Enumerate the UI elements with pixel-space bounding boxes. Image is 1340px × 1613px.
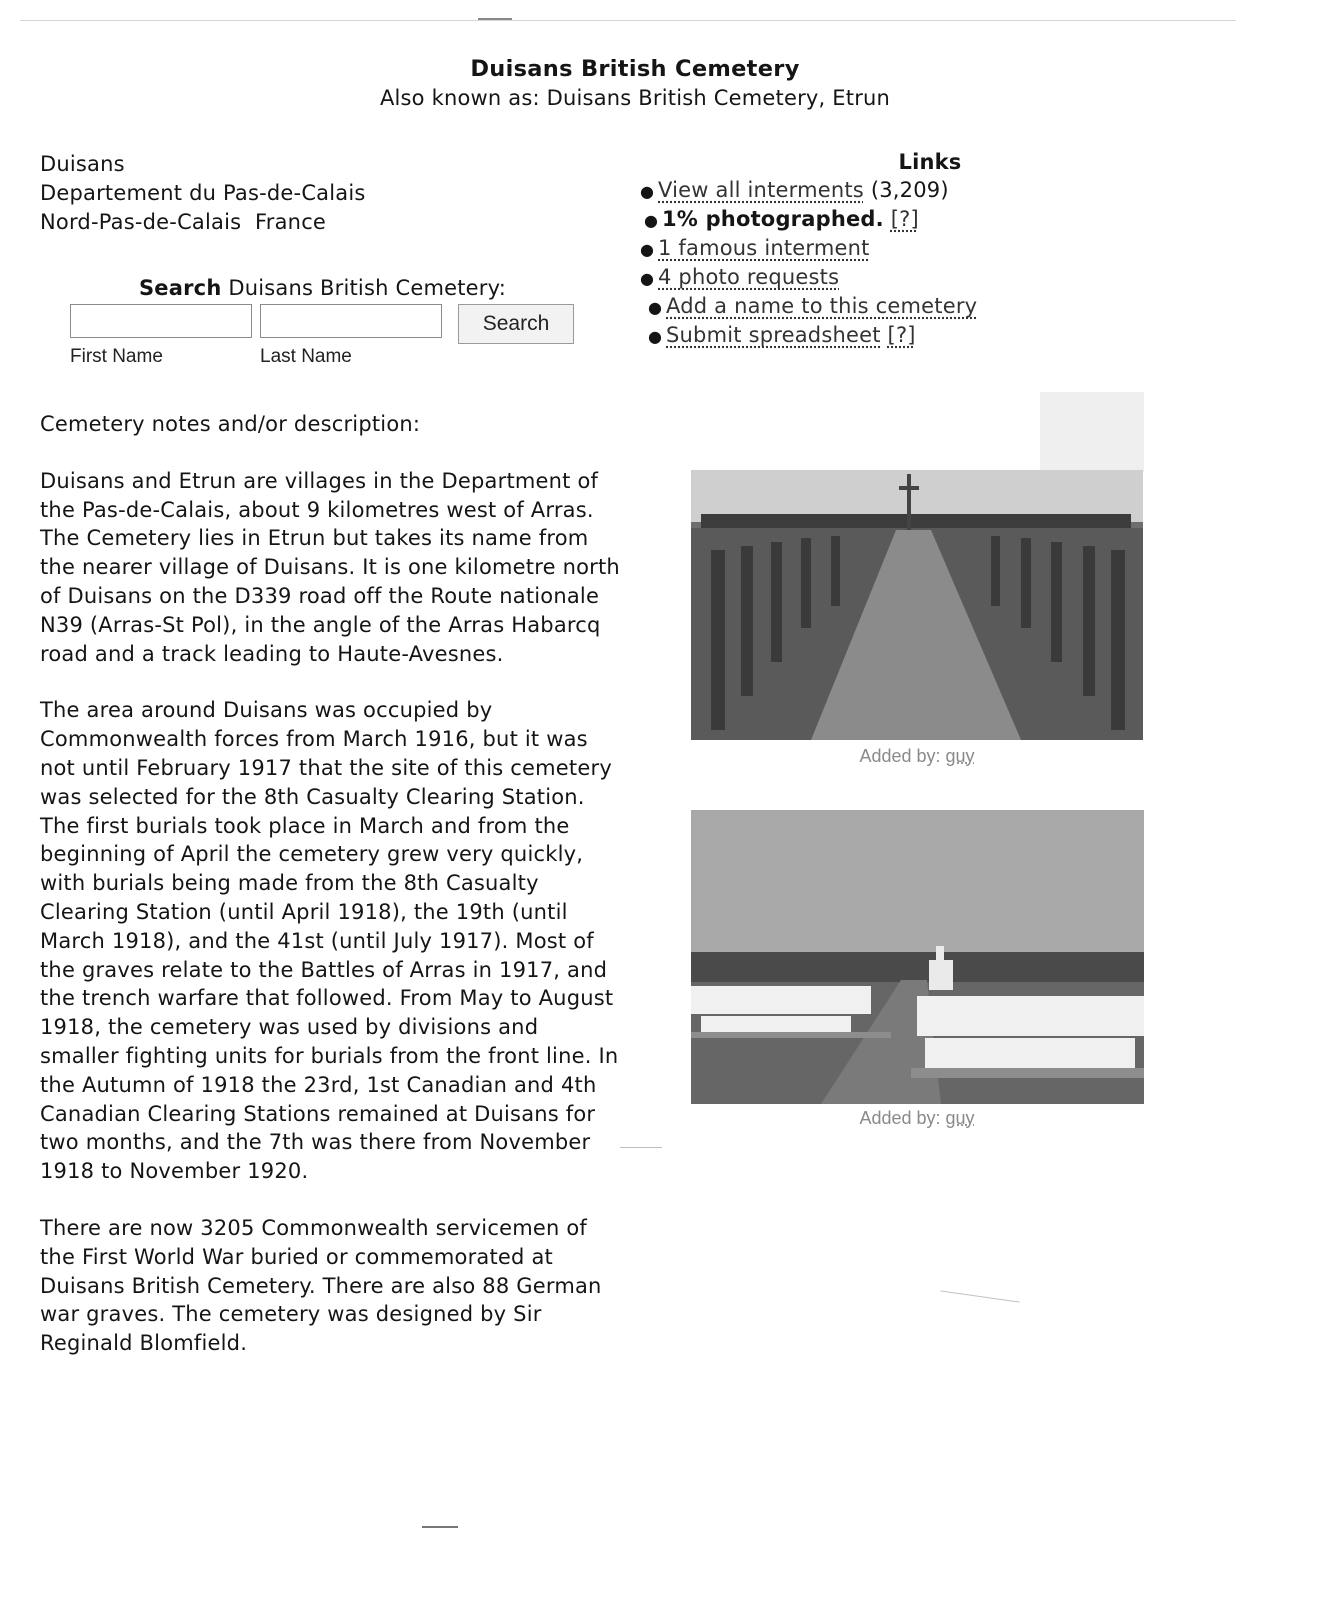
caption-prefix: Added by: <box>859 746 946 766</box>
last-name-label: Last Name <box>260 346 352 367</box>
last-name-input[interactable] <box>260 304 442 338</box>
links-list <box>640 176 1200 350</box>
search-title-rest: Duisans British Cemetery: <box>221 276 507 300</box>
list-item <box>640 205 1200 234</box>
notes-paragraph: The area around Duisans was occupied by Commonwealth forces from March 1916, but it was not until February 1917 that the site of this cemetery was selected for the 8th Casualty Clearing Station. The first burials took place in March and from the beginning of April the cemetery grew very quickly, with burials being made from the 8th Casualty Clearing Station (until April 1918), the 19th (until March 1918), and the 41st (until July 1917). Most of the graves relate to the Battles of Arras in 1917, and the trench warfare that followed. From May to August 1918, the cemetery was used by divisions and smaller fighting units for burials from the front line. In the Autumn of 1918 the 23rd, 1st Canadian and 4th Canadian Clearing Stations remained at Duisans for two months, and the 7th was there from November 1918 to November 1920. <box>40 698 619 1184</box>
bullet-icon: ● <box>640 182 655 201</box>
interment-count: (3,209) <box>870 178 949 202</box>
photo-author-link[interactable]: guy <box>945 1108 975 1128</box>
photo-caption <box>691 1108 1143 1129</box>
bullet-icon: ● <box>644 211 659 230</box>
caption-prefix: Added by: <box>859 1108 946 1128</box>
scan-mark <box>940 1290 1019 1302</box>
links-panel <box>640 150 1200 350</box>
bullet-icon: ● <box>640 240 655 259</box>
list-item <box>640 234 1200 263</box>
scan-mark <box>422 1526 458 1528</box>
photo-caption <box>691 746 1143 767</box>
first-name-label: First Name <box>70 346 163 367</box>
scan-mark <box>620 1147 662 1148</box>
cemetery-address <box>40 150 366 237</box>
photo-background-glow <box>1040 392 1144 472</box>
address-region-country: Nord-Pas-de-Calais France <box>40 210 327 234</box>
search-form <box>70 276 590 335</box>
notes-paragraph: Duisans and Etrun are villages in the Department of the Pas-de-Calais, about 9 kilometres west of Arras. The Cemetery lies in Etrun but takes its name from the nearer village of Duisans. It is one kilometre north of Duisans on the D339 road off the Route nationale N39 (Arras-St Pol), in the angle of the Arras Habarcq road and a track leading to Haute-Avesnes. <box>40 468 620 666</box>
cemetery-photo-image <box>691 470 1143 740</box>
address-department: Departement du Pas-de-Calais <box>40 181 366 205</box>
submit-help-link[interactable]: [?] <box>887 323 916 347</box>
also-known-as: Also known as: Duisans British Cemetery, Etrun <box>379 86 891 110</box>
list-item <box>640 321 1200 350</box>
top-rule <box>20 20 1236 21</box>
scan-mark <box>478 18 512 20</box>
cemetery-notes <box>40 410 620 1386</box>
submit-spreadsheet-link[interactable]: Submit spreadsheet <box>666 323 881 347</box>
notes-paragraph: There are now 3205 Commonwealth servicemen of the First World War buried or commemorated at Duisans British Cemetery. There are also 88 German war graves. The cemetery was designed by Sir Reginald Blomfield. <box>40 1215 602 1356</box>
famous-interment-link[interactable]: 1 famous interment <box>658 236 870 260</box>
bullet-icon: ● <box>640 269 655 288</box>
links-title: Links <box>898 150 962 174</box>
photographed-help-link[interactable]: [?] <box>890 207 919 231</box>
search-title <box>70 276 575 300</box>
list-item <box>640 263 1200 292</box>
search-button[interactable]: Search <box>458 304 574 344</box>
notes-heading: Cemetery notes and/or description: <box>40 412 421 436</box>
cemetery-photo[interactable] <box>691 810 1144 1104</box>
list-item <box>640 176 1200 205</box>
cemetery-photo[interactable] <box>691 470 1143 740</box>
page-title: Duisans British Cemetery <box>470 56 800 82</box>
photo-requests-link[interactable]: 4 photo requests <box>658 265 840 289</box>
add-name-link[interactable]: Add a name to this cemetery <box>666 294 978 318</box>
bullet-icon: ● <box>648 298 663 317</box>
address-town: Duisans <box>40 152 125 176</box>
cemetery-photo-image <box>691 810 1144 1104</box>
page-header <box>0 56 1270 110</box>
photo-author-link[interactable]: guy <box>945 746 975 766</box>
view-all-interments-link[interactable]: View all interments <box>658 178 864 202</box>
list-item <box>640 292 1200 321</box>
first-name-input[interactable] <box>70 304 252 338</box>
search-title-bold: Search <box>138 276 222 300</box>
photographed-status: 1% photographed. <box>662 207 884 231</box>
bullet-icon: ● <box>648 327 663 346</box>
